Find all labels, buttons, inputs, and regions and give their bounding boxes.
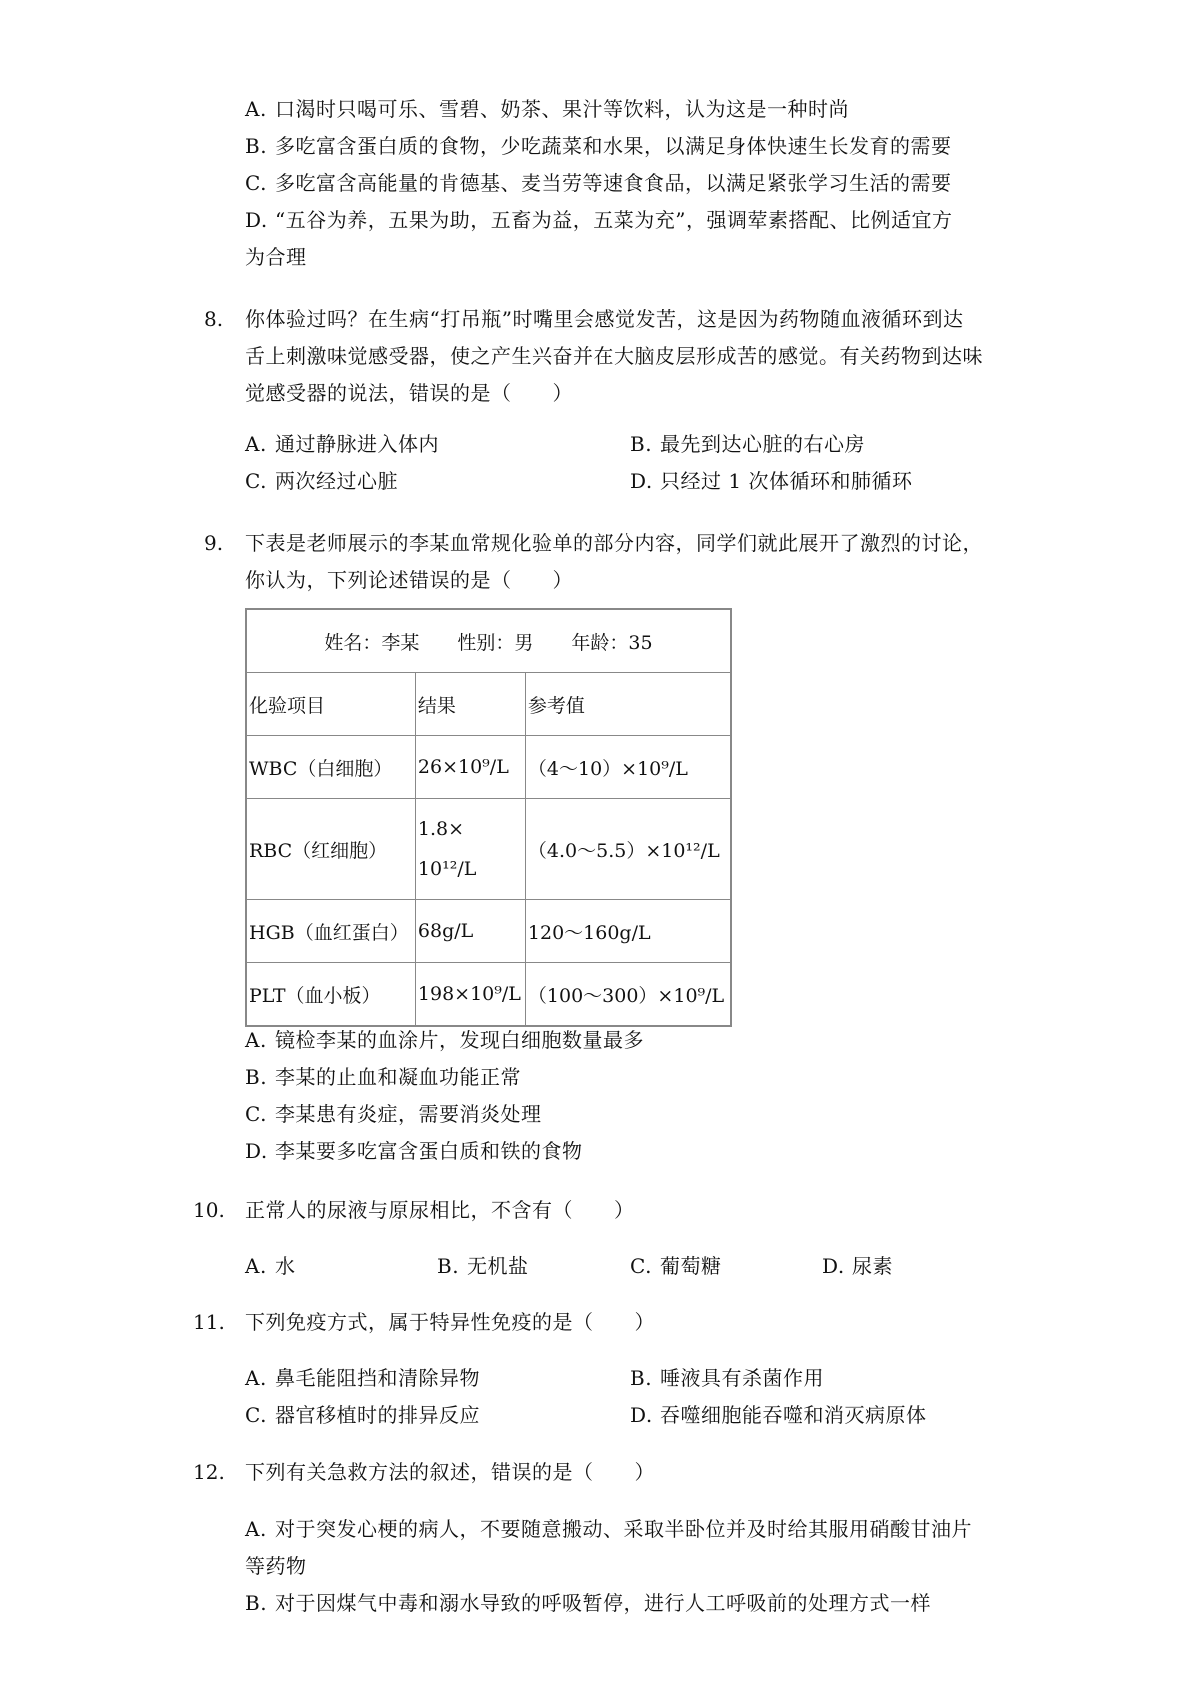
q10-option-c — [630, 1252, 722, 1280]
option-letter: A. — [245, 1254, 267, 1278]
q8-option-b — [630, 430, 865, 458]
option-letter: C. — [245, 1403, 267, 1427]
q9-stem-line-1: 下表是老师展示的李某血常规化验单的部分内容，同学们就此展开了激烈的讨论， — [245, 531, 983, 555]
q9-option-c — [245, 1100, 542, 1128]
q11-option-b — [630, 1364, 824, 1392]
result-line: 1.8× — [417, 818, 465, 840]
q11-option-a — [245, 1364, 480, 1392]
table-header-row — [246, 673, 731, 736]
q7-option-d-continuation: 为合理 — [245, 245, 307, 269]
table-row — [246, 963, 731, 1027]
q9-stem-line-2: 你认为，下列论述错误的是（ ） — [245, 568, 573, 592]
column-header: 参考值 — [525, 673, 731, 736]
q10-option-d — [822, 1252, 893, 1280]
option-text: 两次经过心脏 — [275, 469, 398, 493]
q12-option-b — [245, 1589, 931, 1617]
option-text: 尿素 — [852, 1254, 893, 1278]
option-text: 通过静脉进入体内 — [275, 432, 439, 456]
q10-option-b — [437, 1252, 529, 1280]
table-cell-result — [415, 799, 525, 900]
q11-stem: 下列免疫方式，属于特异性免疫的是（ ） — [245, 1310, 655, 1334]
q12-stem: 下列有关急救方法的叙述，错误的是（ ） — [245, 1460, 655, 1484]
option-text: 多吃富含高能量的肯德基、麦当劳等速食食品，以满足紧张学习生活的需要 — [275, 171, 952, 195]
column-header: 结果 — [415, 673, 525, 736]
table-cell-reference: 120～160g/L — [525, 900, 731, 963]
question-number: 10. — [193, 1198, 225, 1222]
question-number: 12. — [193, 1460, 225, 1484]
option-text: 唾液具有杀菌作用 — [660, 1366, 824, 1390]
option-letter: A. — [245, 1366, 267, 1390]
q7-option-c — [245, 169, 952, 197]
table-cell-reference: （100～300）×10⁹/L — [525, 963, 731, 1027]
option-text: 李某要多吃富含蛋白质和铁的食物 — [275, 1139, 583, 1163]
q8-stem-line-1: 你体验过吗？在生病“打吊瓶”时嘴里会感觉发苦，这是因为药物随血液循环到达 — [245, 307, 964, 331]
question-number: 8. — [204, 307, 224, 331]
q8-stem-line-2: 舌上刺激味觉感受器，使之产生兴奋并在大脑皮层形成苦的感觉。有关药物到达味 — [245, 344, 983, 368]
table-patient-header: 姓名：李某 性别：男 年龄：35 — [246, 609, 731, 673]
question-number: 9. — [204, 531, 224, 555]
option-letter: B. — [437, 1254, 460, 1278]
q8-option-a — [245, 430, 439, 458]
option-letter: D. — [245, 208, 268, 232]
option-text: 口渴时只喝可乐、雪碧、奶茶、果汁等饮料，认为这是一种时尚 — [275, 97, 849, 121]
option-letter: A. — [245, 97, 267, 121]
question-number: 11. — [193, 1310, 225, 1334]
q9-option-b — [245, 1063, 521, 1091]
table-cell-reference: （4～10）×10⁹/L — [525, 736, 731, 799]
q8-option-c — [245, 467, 398, 495]
option-text: 鼻毛能阻挡和清除异物 — [275, 1366, 480, 1390]
option-letter: C. — [630, 1254, 652, 1278]
option-letter: D. — [822, 1254, 845, 1278]
option-text: 葡萄糖 — [660, 1254, 722, 1278]
table-cell-item: HGB（血红蛋白） — [246, 900, 415, 963]
q11-option-c — [245, 1401, 480, 1429]
option-text: 水 — [275, 1254, 296, 1278]
option-text: 镜检李某的血涂片，发现白细胞数量最多 — [275, 1028, 644, 1052]
option-text: 对于因煤气中毒和溺水导致的呼吸暂停，进行人工呼吸前的处理方式一样 — [275, 1591, 931, 1615]
q9-option-d — [245, 1137, 583, 1165]
option-letter: A. — [245, 1028, 267, 1052]
q8-option-d — [630, 467, 912, 495]
option-text: “五谷为养，五果为助，五畜为益，五菜为充”，强调荤素搭配、比例适宜方 — [275, 208, 953, 232]
option-text: 最先到达心脏的右心房 — [660, 432, 865, 456]
table-cell-item: PLT（血小板） — [246, 963, 415, 1027]
option-text: 吞噬细胞能吞噬和消灭病原体 — [660, 1403, 927, 1427]
option-letter: D. — [630, 469, 653, 493]
q7-option-a — [245, 95, 849, 123]
table-row — [246, 799, 731, 900]
q10-stem: 正常人的尿液与原尿相比，不含有（ ） — [245, 1198, 635, 1222]
table-cell-reference: （4.0～5.5）×10¹²/L — [525, 799, 731, 900]
q12-option-a-continuation: 等药物 — [245, 1554, 307, 1578]
table-cell-item: RBC（红细胞） — [246, 799, 415, 900]
column-header: 化验项目 — [246, 673, 415, 736]
table-cell-result: 26×10⁹/L — [415, 736, 525, 799]
result-line: 10¹²/L — [417, 858, 477, 880]
option-text: 李某患有炎症，需要消炎处理 — [275, 1102, 542, 1126]
option-text: 李某的止血和凝血功能正常 — [275, 1065, 521, 1089]
option-text: 多吃富含蛋白质的食物，少吃蔬菜和水果，以满足身体快速生长发育的需要 — [275, 134, 952, 158]
option-letter: C. — [245, 171, 267, 195]
option-letter: B. — [630, 1366, 653, 1390]
blood-test-table — [245, 608, 732, 1027]
q9-option-a — [245, 1026, 644, 1054]
q8-stem-line-3: 觉感受器的说法，错误的是（ ） — [245, 381, 573, 405]
table-cell-result: 198×10⁹/L — [415, 963, 525, 1027]
option-letter: C. — [245, 469, 267, 493]
q7-option-d — [245, 206, 952, 234]
option-text: 无机盐 — [467, 1254, 529, 1278]
table-row — [246, 900, 731, 963]
q10-option-a — [245, 1252, 296, 1280]
option-text: 对于突发心梗的病人，不要随意搬动、采取半卧位并及时给其服用硝酸甘油片 — [275, 1517, 972, 1541]
option-text: 器官移植时的排异反应 — [275, 1403, 480, 1427]
q7-option-b — [245, 132, 952, 160]
option-letter: B. — [245, 134, 268, 158]
option-text: 只经过 1 次体循环和肺循环 — [660, 469, 913, 493]
q11-option-d — [630, 1401, 927, 1429]
option-letter: B. — [245, 1591, 268, 1615]
option-letter: D. — [630, 1403, 653, 1427]
option-letter: B. — [630, 432, 653, 456]
option-letter: C. — [245, 1102, 267, 1126]
option-letter: A. — [245, 1517, 267, 1541]
table-cell-item: WBC（白细胞） — [246, 736, 415, 799]
q12-option-a — [245, 1515, 972, 1543]
table-row — [246, 736, 731, 799]
option-letter: A. — [245, 432, 267, 456]
option-letter: D. — [245, 1139, 268, 1163]
table-cell-result: 68g/L — [415, 900, 525, 963]
option-letter: B. — [245, 1065, 268, 1089]
